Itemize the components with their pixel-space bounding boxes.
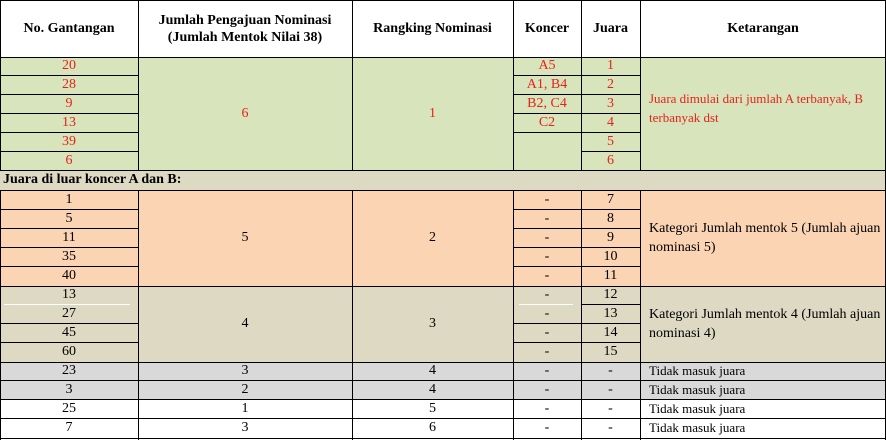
row-divider <box>0 0 886 1</box>
juara-cell: 14 <box>603 324 618 340</box>
gantangan-cell: 25 <box>62 400 76 416</box>
row-divider <box>0 151 138 152</box>
rangking-cell: 4 <box>429 363 436 378</box>
jumlah-cell: 1 <box>241 400 249 416</box>
row-divider <box>581 94 640 95</box>
column-divider <box>352 190 353 440</box>
column-divider <box>513 0 514 170</box>
gantangan-cell: 35 <box>62 248 76 264</box>
header-koncer: Koncer <box>524 21 570 36</box>
row-divider <box>581 113 640 114</box>
juara-cell: 12 <box>603 287 618 302</box>
row-divider <box>0 75 138 76</box>
header-ketarangan: Ketarangan <box>727 21 799 36</box>
juara-cell: - <box>608 381 613 397</box>
koncer-cell: - <box>544 287 550 302</box>
gantangan-cell: 13 <box>62 114 76 130</box>
koncer-cell: - <box>544 191 550 207</box>
gantangan-cell: 3 <box>65 381 73 397</box>
row-divider <box>0 362 886 363</box>
ketarangan-cell: Tidak masuk juara <box>649 420 746 435</box>
koncer-cell: - <box>544 305 550 321</box>
juara-cell: 8 <box>607 210 614 226</box>
juara-cell: 5 <box>607 133 614 149</box>
row-divider <box>0 247 138 248</box>
row-divider <box>581 151 640 152</box>
juara-cell: 10 <box>603 248 618 264</box>
row-divider <box>0 57 886 58</box>
ketarangan-cell: Kategori Jumlah mentok 5 (Jumlah ajuan nominasi 5) <box>649 221 881 255</box>
koncer-cell: - <box>544 229 550 245</box>
juara-cell: - <box>608 363 613 378</box>
jumlah-cell: 4 <box>241 316 249 331</box>
gantangan-cell: 9 <box>65 95 73 111</box>
header-rangking: Rangking Nominasi <box>373 21 492 36</box>
jumlah-cell: 6 <box>241 105 249 121</box>
ketarangan-cell: Juara dimulai dari jumlah A terbanyak, B terbanyak dst <box>649 91 864 125</box>
row-divider <box>0 323 138 324</box>
juara-cell: 3 <box>607 95 614 111</box>
row-divider <box>513 247 640 248</box>
koncer-cell: - <box>544 363 550 378</box>
row-divider <box>0 228 138 229</box>
koncer-cell: A5 <box>538 58 556 73</box>
rangking-cell: 3 <box>429 316 436 331</box>
row-divider <box>0 132 138 133</box>
koncer-cell: - <box>544 400 550 416</box>
jumlah-cell: 3 <box>241 363 249 378</box>
row-divider <box>0 209 138 210</box>
koncer-cell: - <box>544 324 550 340</box>
ketarangan-cell: Kategori Jumlah mentok 4 (Jumlah ajuan nominasi 4) <box>649 307 881 341</box>
row-divider <box>0 94 138 95</box>
row-divider <box>4 304 130 305</box>
row-divider <box>513 323 640 324</box>
column-divider <box>352 0 353 170</box>
row-divider <box>513 75 581 76</box>
ketarangan-cell: Tidak masuk juara <box>649 400 746 416</box>
gantangan-cell: 6 <box>65 152 73 168</box>
row-divider <box>513 228 640 229</box>
row-divider <box>513 94 581 95</box>
column-divider <box>581 0 582 170</box>
juara-cell: 6 <box>607 152 614 168</box>
row-divider <box>519 304 573 305</box>
row-divider <box>0 380 886 381</box>
koncer-cell: B2, C4 <box>527 95 567 111</box>
koncer-cell: - <box>544 210 550 226</box>
gantangan-cell: 7 <box>65 420 73 435</box>
jumlah-cell: 2 <box>241 381 249 397</box>
row-divider <box>513 113 581 114</box>
rangking-cell: 5 <box>429 400 436 416</box>
row-divider <box>0 342 138 343</box>
gantangan-cell: 20 <box>62 58 76 73</box>
row-divider <box>0 438 886 439</box>
juara-cell: 13 <box>603 305 618 321</box>
row-divider <box>581 132 640 133</box>
ketarangan-cell: Tidak masuk juara <box>649 381 746 397</box>
koncer-cell: - <box>544 381 550 397</box>
koncer-cell: - <box>544 248 550 264</box>
juara-cell: 4 <box>607 114 614 130</box>
column-divider <box>640 0 641 170</box>
juara-cell: 11 <box>603 268 618 283</box>
gantangan-cell: 27 <box>62 305 76 321</box>
gantangan-cell: 11 <box>62 229 76 245</box>
row-divider <box>581 304 640 305</box>
rangking-cell: 2 <box>429 230 436 245</box>
column-divider <box>138 0 139 170</box>
gantangan-cell: 23 <box>62 363 76 378</box>
juara-cell: 15 <box>603 344 618 359</box>
juara-cell: 2 <box>607 76 614 92</box>
row-divider <box>0 170 886 171</box>
row-divider <box>581 75 640 76</box>
juara-cell: - <box>608 420 613 435</box>
koncer-cell: - <box>544 344 550 359</box>
juara-cell: - <box>608 400 613 416</box>
row-divider <box>0 399 886 400</box>
row-divider <box>0 190 886 191</box>
juara-cell: 9 <box>607 229 614 245</box>
row-divider <box>513 342 640 343</box>
row-divider <box>513 132 581 133</box>
jumlah-cell: 5 <box>241 230 249 245</box>
row-divider <box>0 266 138 267</box>
juara-cell: 1 <box>607 58 614 73</box>
ketarangan-cell: Tidak masuk juara <box>649 363 746 378</box>
gantangan-cell: 60 <box>62 344 76 359</box>
koncer-cell: - <box>544 268 550 283</box>
rangking-cell: 1 <box>429 105 436 121</box>
gantangan-cell: 1 <box>65 191 73 207</box>
header-juara: Juara <box>593 21 628 36</box>
koncer-cell: - <box>544 420 550 435</box>
gantangan-cell: 5 <box>65 210 73 226</box>
gantangan-cell: 28 <box>62 76 76 92</box>
koncer-cell: C2 <box>538 114 556 130</box>
rangking-cell: 4 <box>429 381 436 397</box>
row-divider <box>0 113 138 114</box>
rangking-cell: 6 <box>429 420 436 435</box>
row-divider <box>513 209 640 210</box>
section-label: Juara di luar koncer A dan B: <box>3 172 182 187</box>
gantangan-cell: 39 <box>62 133 76 149</box>
gantangan-cell: 13 <box>62 287 76 302</box>
gantangan-cell: 40 <box>62 268 76 283</box>
row-divider <box>0 418 886 419</box>
row-divider <box>513 266 640 267</box>
jumlah-cell: 3 <box>241 420 249 435</box>
row-divider <box>0 286 886 287</box>
header-no-gantangan: No. Gantangan <box>23 21 115 36</box>
column-divider <box>138 190 139 440</box>
gantangan-cell: 45 <box>62 324 76 340</box>
koncer-cell: A1, B4 <box>526 76 568 92</box>
header-jumlah: Jumlah Pengajuan Nominasi (Jumlah Mentok Nilai 38) <box>158 12 332 45</box>
column-divider <box>640 190 641 440</box>
column-divider <box>0 0 1 170</box>
juara-cell: 7 <box>607 191 614 207</box>
